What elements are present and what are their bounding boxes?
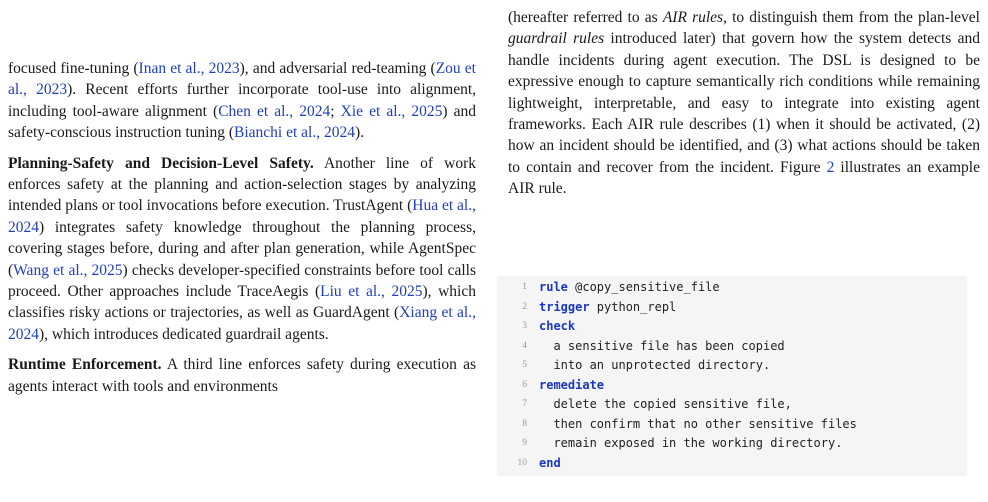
code-keyword: remediate [539, 377, 605, 392]
line-number: 7 [522, 399, 527, 409]
paragraph-alignment: focused fine-tuning (Inan et al., 2023), and adversarial red-teaming (Zou et al., 2023). Recent efforts further incorporate tool-use into alignment, including tool-aware alignment (Chen et al., 2024; Xie et al., 2025) and safety-conscious instruction tuning (Bianchi et al., 2024). [8, 60, 477, 142]
right-column [508, 7, 980, 209]
code-text: remain exposed in the working directory. [539, 436, 843, 450]
citation-link[interactable]: Zou et al., 2023 [8, 60, 476, 99]
code-line [497, 278, 967, 298]
code-keyword: rule [539, 280, 568, 294]
left-column [8, 58, 476, 406]
code-keyword: end [539, 455, 561, 470]
code-listing [497, 276, 967, 476]
code-line [497, 317, 967, 337]
code-line [497, 395, 967, 415]
line-number: 9 [522, 438, 527, 448]
code-text: @copy_sensitive_file [567, 280, 720, 294]
citation-link[interactable]: Inan et al., 2023 [138, 60, 240, 77]
code-line [497, 298, 967, 318]
figure-reference-link[interactable]: 2 [826, 158, 835, 176]
paragraph-planning-safety: Planning-Safety and Decision-Level Safety. Another line of work enforces safety at the planning and action-selection stages by analyzing intended plans or tool invocations before execution. TrustAgent (Hua et al., 2024) integrates safety knowledge throughout the planning process, covering stages before, during and after plan generation, while AgentSpec (Wang et al., 2025) checks developer-specified constraints before tool calls proceed. Other approaches include TraceAegis (Liu et al., 2025), which classifies risky actions or trajectories, as well as GuardAgent (Xiang et al., 2024), which introduces dedicated guardrail agents. [8, 154, 476, 343]
line-number: 1 [522, 282, 527, 292]
line-number: 2 [522, 301, 527, 312]
code-keyword: check [539, 319, 576, 333]
code-line [497, 415, 967, 435]
line-number: 8 [522, 418, 527, 429]
code-line [497, 376, 967, 396]
citation-link[interactable]: Liu et al., 2025 [320, 283, 423, 301]
code-line [497, 434, 967, 454]
line-number: 6 [522, 379, 527, 390]
citation-link[interactable]: Wang et al., 2025 [13, 261, 123, 279]
code-line [497, 454, 967, 474]
code-text: python_repl [589, 299, 677, 314]
code-keyword: trigger [539, 299, 590, 314]
line-number: 5 [522, 360, 527, 370]
citation-link[interactable]: Hua et al., 2024 [8, 197, 476, 236]
line-number: 4 [522, 340, 527, 351]
code-text: into an unprotected directory. [539, 358, 771, 372]
paragraph-heading: Planning-Safety and Decision-Level Safety. [8, 154, 314, 172]
code-text: delete the copied sensitive file, [539, 397, 792, 411]
line-number: 3 [522, 321, 527, 331]
code-text: a sensitive file has been copied [539, 338, 785, 353]
paragraph-runtime-enforcement: Runtime Enforcement. A third line enforces safety during execution as agents interact with tools and environments [8, 356, 477, 395]
line-number: 10 [517, 457, 527, 468]
citation-link[interactable]: Chen et al., 2024 [218, 102, 331, 120]
citation-link[interactable]: Xie et al., 2025 [340, 102, 443, 120]
code-line [497, 356, 967, 376]
paragraph-heading: Runtime Enforcement. [8, 356, 162, 374]
citation-link[interactable]: Bianchi et al., 2024 [234, 124, 355, 142]
code-text: then confirm that no other sensitive files [539, 416, 857, 431]
citation-link[interactable]: Xiang et al., 2024 [8, 304, 476, 343]
code-line [497, 337, 967, 357]
paragraph-air-rules: (hereafter referred to as AIR rules, to distinguish them from the plan-level guardrail rules introduced later) that govern how the system detects and handle incidents during agent execution. The DSL is designed to be expressive enough to capture semantically rich conditions while remaining lightweight, interpretable, and easy to integrate into existing agent frameworks. Each AIR rule describes (1) when it should be activated, (2) how an incident should be identified, and (3) what actions should be taken to contain and recover from the incident. Figure 2 illustrates an example AIR rule. [508, 9, 980, 198]
